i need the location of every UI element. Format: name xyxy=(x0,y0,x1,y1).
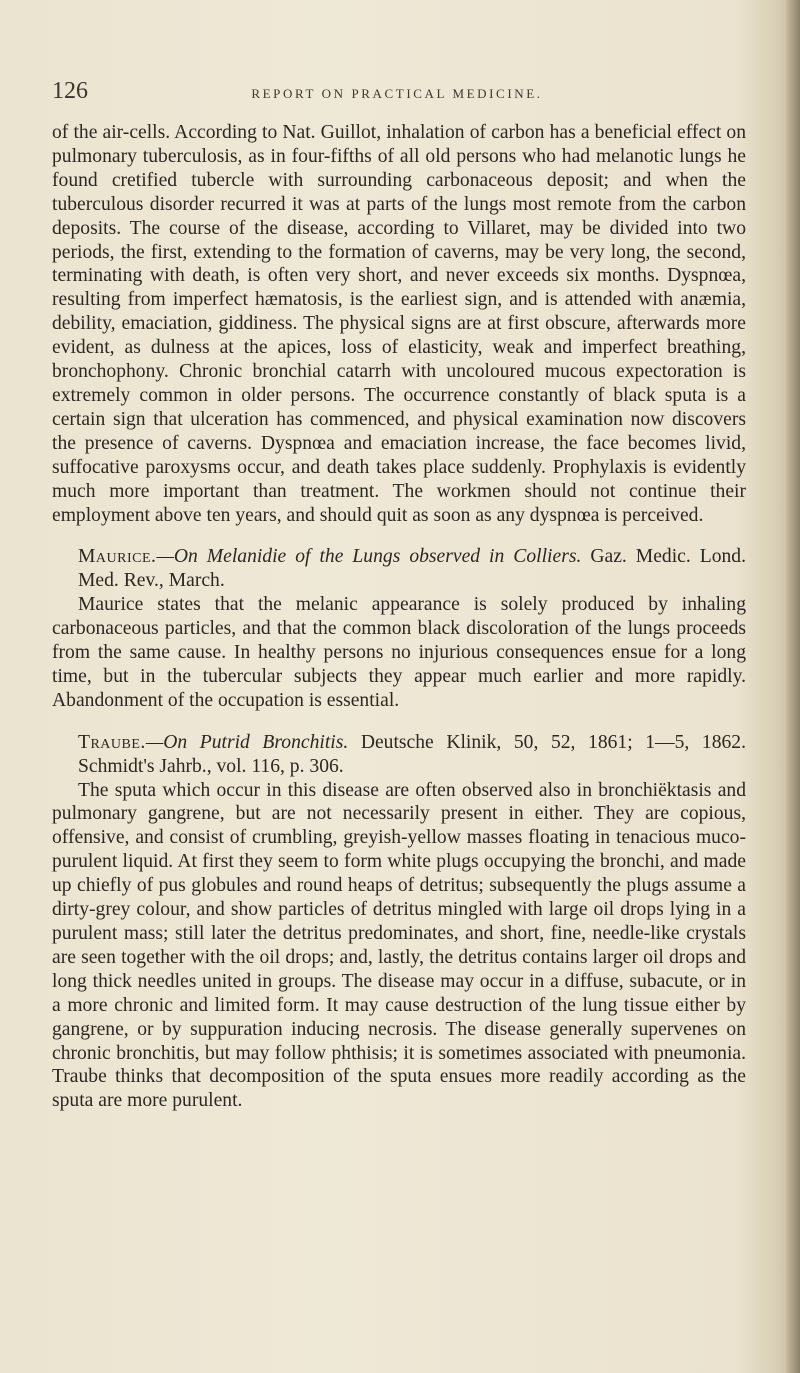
traube-author: Traube. xyxy=(78,731,146,753)
maurice-citation xyxy=(52,545,746,593)
maurice-source: Gaz. Medic. Lond. Med. Rev., March. xyxy=(78,546,746,592)
page-edge-shadow xyxy=(786,0,800,1373)
running-head: REPORT ON PRACTICAL MEDICINE. xyxy=(251,86,543,101)
traube-body: The sputa which occur in this disease are often observed also in bronchiëktasis and pulmonary gangrene, but are not necessarily present in either. They are copious, offensive, and consist of crumbling, greyish-yellow masses floating in tenacious muco-purulent liquid. At first they seem to form white plugs occupying the bronchi, and made up chiefly of pus globules and round heaps of detritus; subsequently the plugs assume a dirty-grey colour, and show particles of detritus mingled with large oil drops lying in a purulent mass; still later the detritus predominates, and short, fine, needle-like crystals are seen together with the oil drops; and, lastly, the detritus contains larger oil drops and long thick needles united in groups. The disease may occur in a diffuse, subacute, or in a more chronic and limited form. It may cause destruction of the lung tissue either by gangrene, or by suppuration inducing necrosis. The disease generally supervenes on chronic bronchitis, but may follow phthisis; it is sometimes associated with pneumonia. Traube thinks that decomposition of the sputa ensues more readily according as the sputa are more purulent. xyxy=(52,779,746,1112)
page-number: 126 xyxy=(52,78,88,104)
maurice-author: Maurice. xyxy=(78,546,157,568)
maurice-title: —On Melanidie of the Lungs observed in Colliers. xyxy=(156,546,582,568)
body-text xyxy=(52,121,746,1113)
traube-title: —On Putrid Bronchitis. xyxy=(145,731,349,753)
maurice-body: Maurice states that the melanic appearance is solely produced by inhaling carbonaceous particles, and that the common black discoloration of the lungs proceeds from the same cause. In healthy persons no injurious consequences ensue for a long time, but in the tubercular subjects they appear much earlier and more rapidly. Abandonment of the occupation is essential. xyxy=(52,594,746,711)
maurice-entry xyxy=(52,545,746,712)
traube-citation xyxy=(52,731,746,779)
intro-paragraph: of the air-cells. According to Nat. Guillot, inhalation of carbon has a beneficial effect on pulmonary tuberculosis, as in four-fifths of all old persons who had melanotic lungs he found cretified tubercle with surrounding carbonaceous deposit; and when the tuberculous disorder recurred it was at parts of the lungs most remote from the carbon deposits. The course of the disease, according to Villaret, may be divided into two periods, the first, extending to the formation of caverns, may be very long, the second, terminating with death, is often very short, and never exceeds six months. Dyspnœa, resulting from imperfect hæmatosis, is the earliest sign, and is attended with anæmia, debility, emaciation, giddiness. The physical signs are at first obscure, afterwards more evident, as dulness at the apices, loss of elasticity, weak and imperfect breathing, bronchophony. Chronic bronchial catarrh with uncoloured mucous expectoration is extremely common in older persons. The occurrence constantly of black sputa is a certain sign that ulceration has commenced, and physical examination now discovers the presence of caverns. Dyspnœa and emaciation increase, the face becomes livid, suffocative paroxysms occur, and death takes place suddenly. Prophylaxis is evidently much more important than treatment. The workmen should not continue their employment above ten years, and should quit as soon as any dyspnœa is perceived. xyxy=(52,122,746,526)
page-header xyxy=(52,78,742,108)
traube-entry xyxy=(52,731,746,1114)
traube-source: Deutsche Klinik, 50, 52, 1861; 1—5, 1862. Schmidt's Jahrb., vol. 116, p. 306. xyxy=(78,731,746,777)
